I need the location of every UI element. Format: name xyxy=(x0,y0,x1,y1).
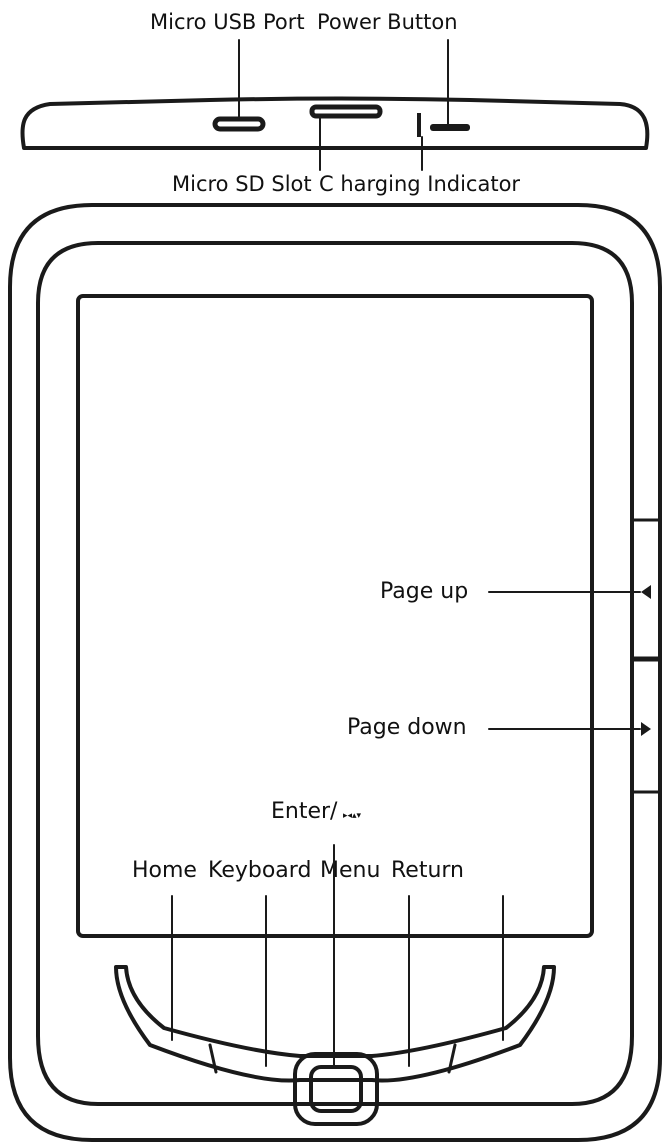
page-up-arrow-icon xyxy=(641,585,651,599)
label-micro-sd-slot: Micro SD Slot xyxy=(172,172,312,196)
label-home: Home xyxy=(132,858,197,883)
micro-usb-port-shape xyxy=(215,119,263,129)
enter-button-outer xyxy=(295,1054,377,1124)
label-micro-usb-port: Micro USB Port xyxy=(150,10,305,34)
label-keyboard: Keyboard xyxy=(208,858,312,883)
charging-indicator-shape xyxy=(417,113,421,137)
label-power-button: Power Button xyxy=(317,10,458,34)
label-return: Return xyxy=(391,858,465,883)
device-top-edge-view xyxy=(22,99,647,149)
display-screen xyxy=(78,296,592,936)
label-charging-indicator: C harging Indicator xyxy=(319,172,521,196)
page-down-arrow-icon xyxy=(641,722,651,736)
enter-navigation-arrows-icon: ▸◂▴▾ xyxy=(343,811,362,821)
power-button-shape xyxy=(430,124,470,131)
label-page-down: Page down xyxy=(347,715,467,740)
label-menu: Menu xyxy=(320,858,381,883)
label-page-up: Page up xyxy=(380,579,469,604)
micro-sd-slot-shape xyxy=(312,107,380,116)
label-enter: Enter/ xyxy=(271,799,338,824)
